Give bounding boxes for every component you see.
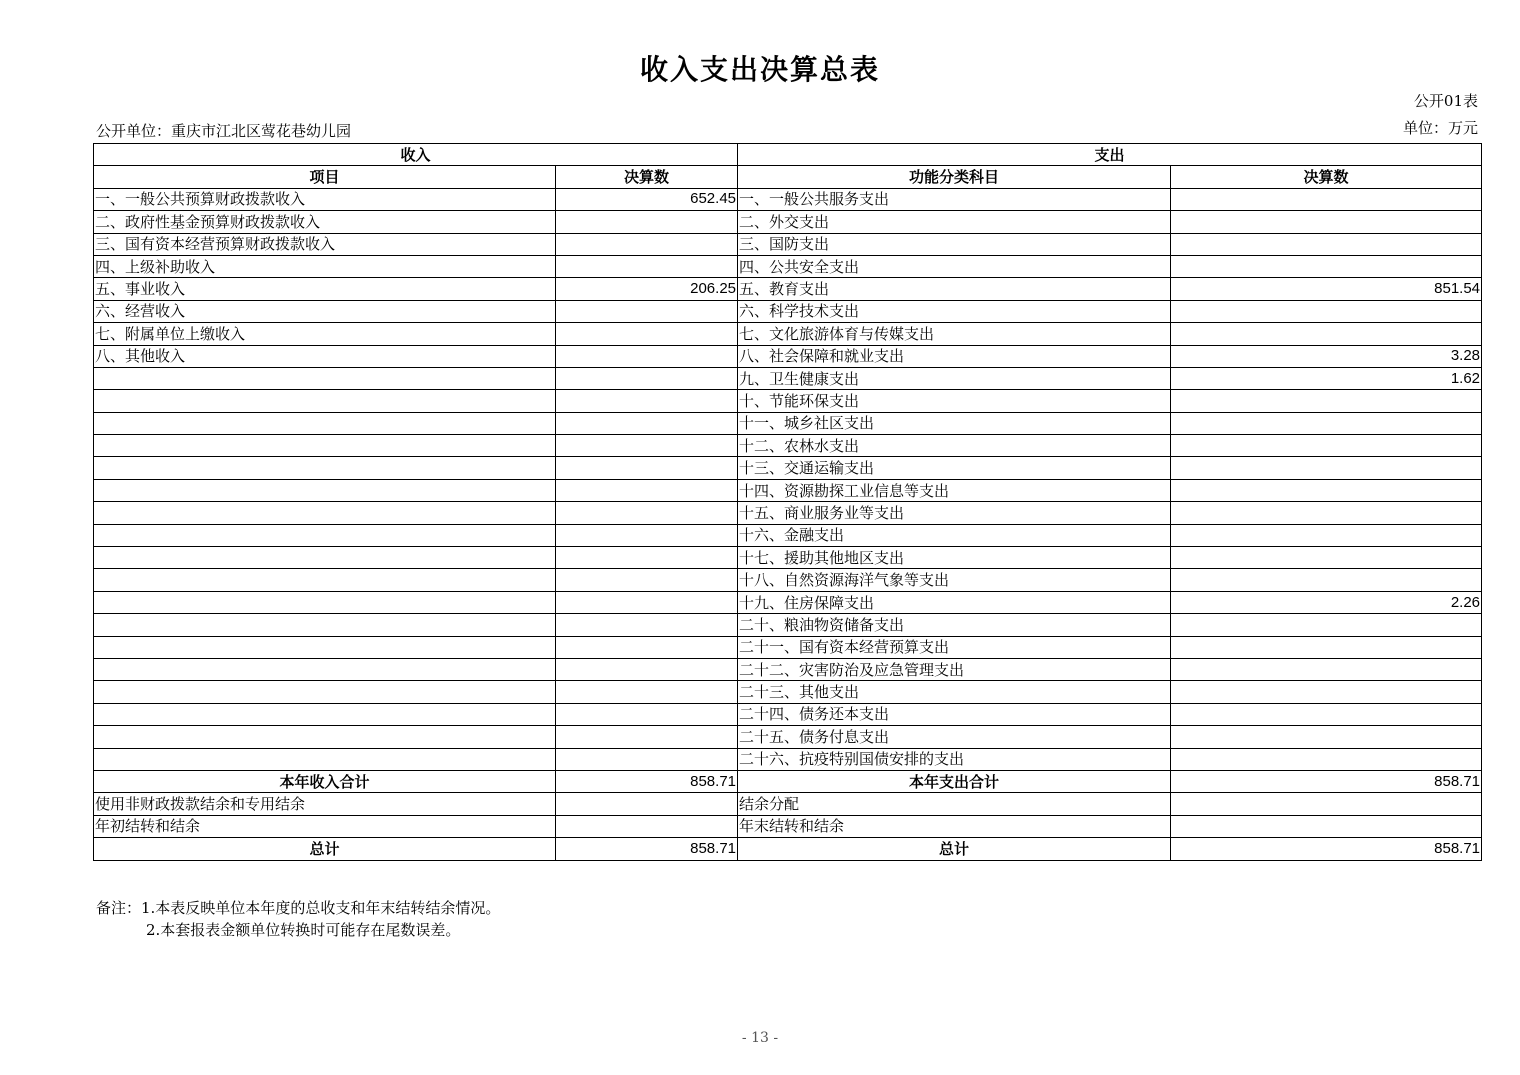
table-row xyxy=(94,726,1482,748)
income-amount-cell xyxy=(556,793,738,815)
expenditure-amount-cell xyxy=(1171,390,1482,412)
currency-unit: 单位：万元 xyxy=(1402,119,1478,137)
income-item-cell xyxy=(94,367,556,389)
income-amount-cell xyxy=(556,211,738,233)
expenditure-subtotal-label: 本年支出合计 xyxy=(738,770,1171,792)
expenditure-item-cell: 二十三、其他支出 xyxy=(738,681,1171,703)
income-subtotal-label: 本年收入合计 xyxy=(94,770,556,792)
expenditure-amount-cell xyxy=(1171,748,1482,770)
expenditure-amount-cell xyxy=(1171,457,1482,479)
income-amount-cell xyxy=(556,390,738,412)
expenditure-item-cell: 三、国防支出 xyxy=(738,233,1171,255)
expenditure-item-cell: 四、公共安全支出 xyxy=(738,255,1171,277)
expenditure-item-cell: 十四、资源勘探工业信息等支出 xyxy=(738,479,1171,501)
table-row xyxy=(94,681,1482,703)
expenditure-amount-cell xyxy=(1171,524,1482,546)
expenditure-item-cell: 七、文化旅游体育与传媒支出 xyxy=(738,323,1171,345)
table-row xyxy=(94,390,1482,412)
income-amount-cell xyxy=(556,367,738,389)
expenditure-amount-cell xyxy=(1171,636,1482,658)
income-amount-cell xyxy=(556,569,738,591)
income-amount-cell xyxy=(556,435,738,457)
income-amount-cell xyxy=(556,681,738,703)
table-row xyxy=(94,591,1482,613)
income-item-cell xyxy=(94,569,556,591)
expenditure-item-cell: 结余分配 xyxy=(738,793,1171,815)
income-amount-cell xyxy=(556,636,738,658)
income-expenditure-table xyxy=(93,143,1482,861)
income-amount-cell xyxy=(556,703,738,725)
expenditure-item-cell: 二十五、债务付息支出 xyxy=(738,726,1171,748)
income-item-cell xyxy=(94,636,556,658)
income-item-cell xyxy=(94,457,556,479)
expenditure-amount-cell xyxy=(1171,188,1482,210)
table-row xyxy=(94,233,1482,255)
expenditure-item-cell: 十七、援助其他地区支出 xyxy=(738,547,1171,569)
income-item-cell xyxy=(94,390,556,412)
extra-row xyxy=(94,815,1482,837)
expenditure-item-cell: 五、教育支出 xyxy=(738,278,1171,300)
income-amount-cell xyxy=(556,614,738,636)
income-item-cell xyxy=(94,524,556,546)
income-amount-cell xyxy=(556,726,738,748)
expenditure-item-cell: 二十六、抗疫特别国债安排的支出 xyxy=(738,748,1171,770)
expenditure-amount-cell xyxy=(1171,658,1482,680)
income-item-cell: 三、国有资本经营预算财政拨款收入 xyxy=(94,233,556,255)
income-amount-cell xyxy=(556,300,738,322)
table-row xyxy=(94,547,1482,569)
expenditure-amount-cell xyxy=(1171,502,1482,524)
expenditure-amount-cell xyxy=(1171,412,1482,434)
income-item-cell: 七、附属单位上缴收入 xyxy=(94,323,556,345)
income-item-cell: 年初结转和结余 xyxy=(94,815,556,837)
income-item-cell xyxy=(94,591,556,613)
income-total-amount: 858.71 xyxy=(556,838,738,860)
income-item-cell xyxy=(94,658,556,680)
note-line-1: 备注：1.本表反映单位本年度的总收支和年末结转结余情况。 xyxy=(96,899,501,917)
expenditure-total-amount: 858.71 xyxy=(1171,838,1482,860)
expenditure-amount-cell xyxy=(1171,211,1482,233)
table-row xyxy=(94,412,1482,434)
header-expenditure: 支出 xyxy=(738,144,1482,166)
table-row xyxy=(94,367,1482,389)
expenditure-total-label: 总计 xyxy=(738,838,1171,860)
expenditure-item-cell: 六、科学技术支出 xyxy=(738,300,1171,322)
page-title: 收入支出决算总表 xyxy=(639,53,880,86)
income-item-cell: 二、政府性基金预算财政拨款收入 xyxy=(94,211,556,233)
expenditure-amount-cell xyxy=(1171,569,1482,591)
expenditure-item-cell: 一、一般公共服务支出 xyxy=(738,188,1171,210)
expenditure-amount-cell xyxy=(1171,547,1482,569)
table-row xyxy=(94,748,1482,770)
note-line-2: 2.本套报表金额单位转换时可能存在尾数误差。 xyxy=(146,921,461,939)
income-item-cell xyxy=(94,726,556,748)
expenditure-amount-cell xyxy=(1171,323,1482,345)
income-item-cell xyxy=(94,703,556,725)
table-row xyxy=(94,457,1482,479)
table-row xyxy=(94,300,1482,322)
expenditure-item-cell: 年末结转和结余 xyxy=(738,815,1171,837)
income-item-cell: 五、事业收入 xyxy=(94,278,556,300)
income-item-cell: 六、经营收入 xyxy=(94,300,556,322)
expenditure-amount-cell xyxy=(1171,703,1482,725)
header-income: 收入 xyxy=(94,144,738,166)
expenditure-item-cell: 十一、城乡社区支出 xyxy=(738,412,1171,434)
header-amount-income: 决算数 xyxy=(556,166,738,188)
header-row-groups xyxy=(94,144,1482,166)
header-functional-class: 功能分类科目 xyxy=(738,166,1171,188)
expenditure-item-cell: 十八、自然资源海洋气象等支出 xyxy=(738,569,1171,591)
income-amount-cell xyxy=(556,412,738,434)
table-row xyxy=(94,614,1482,636)
table-row xyxy=(94,278,1482,300)
income-item-cell xyxy=(94,547,556,569)
expenditure-amount-cell: 2.26 xyxy=(1171,591,1482,613)
expenditure-amount-cell xyxy=(1171,815,1482,837)
header-amount-expenditure: 决算数 xyxy=(1171,166,1482,188)
header-item: 项目 xyxy=(94,166,556,188)
table-row xyxy=(94,345,1482,367)
subtotal-row xyxy=(94,770,1482,792)
expenditure-item-cell: 八、社会保障和就业支出 xyxy=(738,345,1171,367)
income-item-cell: 使用非财政拨款结余和专用结余 xyxy=(94,793,556,815)
expenditure-item-cell: 十三、交通运输支出 xyxy=(738,457,1171,479)
table-row xyxy=(94,524,1482,546)
income-amount-cell xyxy=(556,457,738,479)
expenditure-item-cell: 二、外交支出 xyxy=(738,211,1171,233)
extra-row xyxy=(94,793,1482,815)
income-amount-cell xyxy=(556,345,738,367)
table-row xyxy=(94,211,1482,233)
income-amount-cell: 652.45 xyxy=(556,188,738,210)
expenditure-item-cell: 十五、商业服务业等支出 xyxy=(738,502,1171,524)
form-number: 公开01表 xyxy=(1413,92,1478,110)
income-amount-cell xyxy=(556,658,738,680)
income-amount-cell xyxy=(556,591,738,613)
expenditure-item-cell: 十二、农林水支出 xyxy=(738,435,1171,457)
expenditure-amount-cell xyxy=(1171,435,1482,457)
expenditure-amount-cell xyxy=(1171,479,1482,501)
expenditure-amount-cell xyxy=(1171,726,1482,748)
income-amount-cell xyxy=(556,479,738,501)
table-row xyxy=(94,658,1482,680)
expenditure-subtotal-amount: 858.71 xyxy=(1171,770,1482,792)
expenditure-item-cell: 二十四、债务还本支出 xyxy=(738,703,1171,725)
income-amount-cell xyxy=(556,815,738,837)
income-item-cell xyxy=(94,479,556,501)
header-row-columns xyxy=(94,166,1482,188)
table-row xyxy=(94,255,1482,277)
income-amount-cell xyxy=(556,547,738,569)
expenditure-item-cell: 十、节能环保支出 xyxy=(738,390,1171,412)
income-amount-cell xyxy=(556,323,738,345)
income-item-cell xyxy=(94,412,556,434)
expenditure-amount-cell: 851.54 xyxy=(1171,278,1482,300)
expenditure-amount-cell xyxy=(1171,255,1482,277)
reporting-unit: 公开单位：重庆市江北区莺花巷幼儿园 xyxy=(96,122,352,140)
table-row xyxy=(94,636,1482,658)
income-amount-cell xyxy=(556,233,738,255)
notes xyxy=(96,897,500,941)
income-item-cell: 一、一般公共预算财政拨款收入 xyxy=(94,188,556,210)
income-item-cell: 四、上级补助收入 xyxy=(94,255,556,277)
table-row xyxy=(94,502,1482,524)
expenditure-item-cell: 十六、金融支出 xyxy=(738,524,1171,546)
table-row xyxy=(94,323,1482,345)
expenditure-amount-cell xyxy=(1171,614,1482,636)
table-row xyxy=(94,569,1482,591)
income-item-cell xyxy=(94,502,556,524)
total-row xyxy=(94,838,1482,860)
income-item-cell xyxy=(94,614,556,636)
income-amount-cell xyxy=(556,255,738,277)
income-item-cell: 八、其他收入 xyxy=(94,345,556,367)
expenditure-amount-cell: 3.28 xyxy=(1171,345,1482,367)
table-row xyxy=(94,435,1482,457)
expenditure-item-cell: 九、卫生健康支出 xyxy=(738,367,1171,389)
expenditure-item-cell: 十九、住房保障支出 xyxy=(738,591,1171,613)
income-amount-cell xyxy=(556,524,738,546)
income-amount-cell: 206.25 xyxy=(556,278,738,300)
page-number: - 13 - xyxy=(741,1030,779,1046)
income-subtotal-amount: 858.71 xyxy=(556,770,738,792)
income-item-cell xyxy=(94,748,556,770)
expenditure-amount-cell xyxy=(1171,793,1482,815)
income-item-cell xyxy=(94,435,556,457)
table-row xyxy=(94,479,1482,501)
income-item-cell xyxy=(94,681,556,703)
expenditure-item-cell: 二十二、灾害防治及应急管理支出 xyxy=(738,658,1171,680)
table-row xyxy=(94,703,1482,725)
income-amount-cell xyxy=(556,502,738,524)
table-row xyxy=(94,188,1482,210)
expenditure-item-cell: 二十、粮油物资储备支出 xyxy=(738,614,1171,636)
expenditure-amount-cell xyxy=(1171,300,1482,322)
income-amount-cell xyxy=(556,748,738,770)
income-total-label: 总计 xyxy=(94,838,556,860)
expenditure-item-cell: 二十一、国有资本经营预算支出 xyxy=(738,636,1171,658)
expenditure-amount-cell xyxy=(1171,681,1482,703)
expenditure-amount-cell xyxy=(1171,233,1482,255)
expenditure-amount-cell: 1.62 xyxy=(1171,367,1482,389)
